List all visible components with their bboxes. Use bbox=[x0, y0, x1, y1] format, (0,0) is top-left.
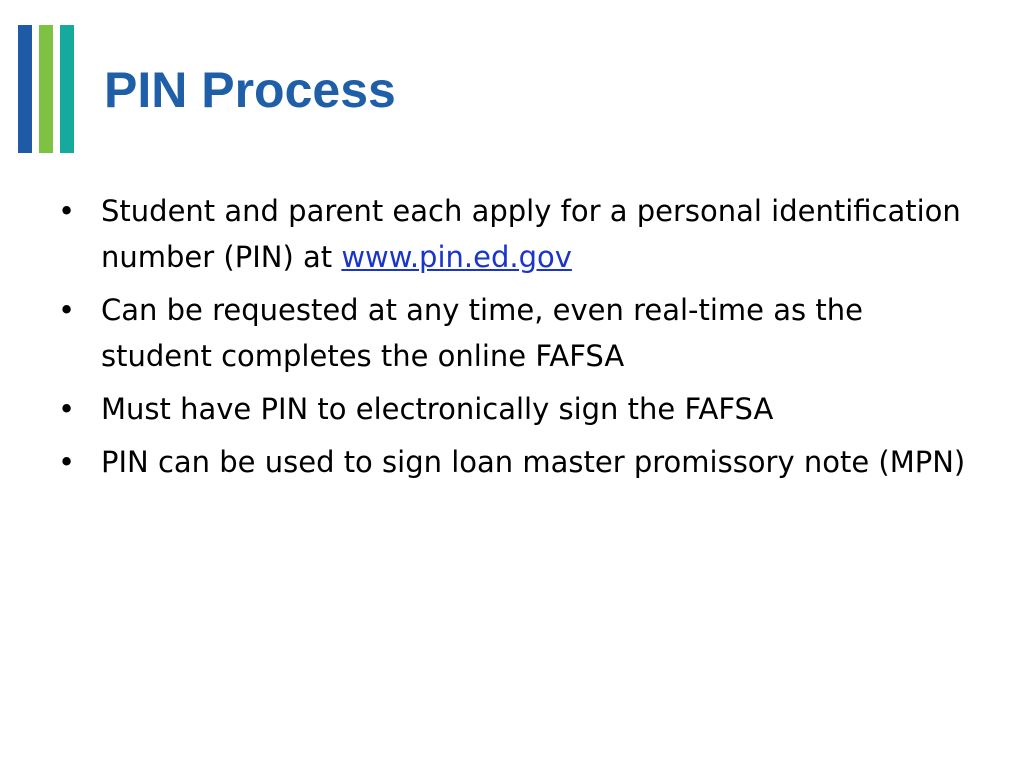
bullet-item bbox=[58, 287, 978, 379]
bullet-text: Must have PIN to electronically sign the FAFSA bbox=[101, 392, 774, 426]
accent-bar-teal bbox=[60, 25, 74, 153]
bullet-item bbox=[58, 386, 978, 432]
slide-title: PIN Process bbox=[104, 62, 396, 118]
bullet-text: PIN can be used to sign loan master promissory note (MPN) bbox=[101, 445, 966, 479]
bullet-text: Student and parent each apply for a personal identification number (PIN) at bbox=[101, 194, 961, 274]
accent-bar-green bbox=[39, 25, 53, 153]
bullet-text: Can be requested at any time, even real-time as the student completes the online FAFSA bbox=[101, 293, 863, 373]
bullet-item bbox=[58, 439, 978, 485]
accent-bars bbox=[18, 25, 81, 153]
pin-website-link[interactable]: www.pin.ed.gov bbox=[341, 240, 572, 274]
bullet-dot-icon: • bbox=[58, 392, 76, 426]
bullet-item bbox=[58, 188, 978, 280]
bullet-dot-icon: • bbox=[58, 293, 76, 327]
bullet-list bbox=[58, 188, 978, 492]
bullet-dot-icon: • bbox=[58, 194, 76, 228]
accent-bar-blue bbox=[18, 25, 32, 153]
bullet-dot-icon: • bbox=[58, 445, 76, 479]
